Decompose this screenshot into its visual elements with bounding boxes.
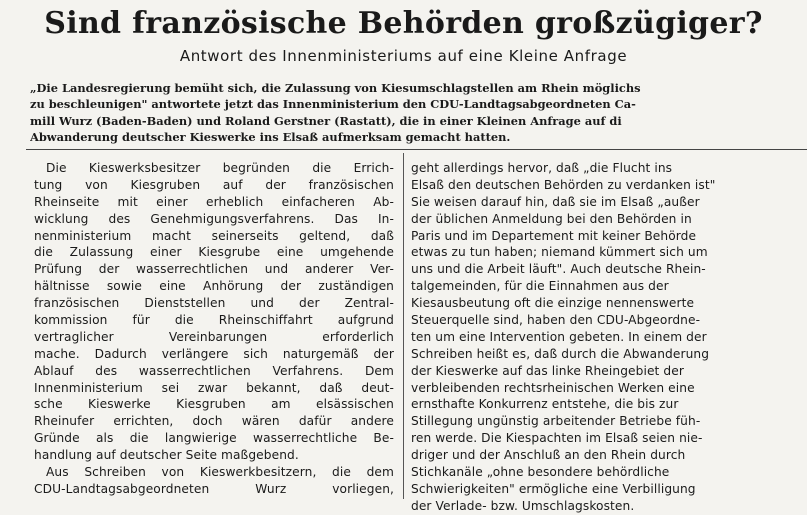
- text-line: ren werde. Die Kiespachten im Elsaß seien nie-: [411, 431, 703, 446]
- text-line: kommission für die Rheinschiffahrt aufgrund: [34, 313, 394, 328]
- article-headline: Sind französische Behörden großzügiger?: [44, 6, 763, 41]
- text-line: nenministerium macht seinerseits geltend, daß: [34, 228, 394, 243]
- text-line: Schreiben heißt es, daß durch die Abwanderung: [411, 346, 710, 361]
- lead-line: „Die Landesregierung bemüht sich, die Zulassung von Kiesumschlagstellen am Rhein möglichs: [30, 81, 641, 95]
- text-line: Elsaß den deutschen Behörden zu verdanken ist": [411, 177, 716, 192]
- text-line: mache. Dadurch verlängere sich naturgemäß der: [34, 346, 394, 361]
- text-line: der üblichen Anmeldung bei den Behörden in: [411, 211, 692, 226]
- text-line: Stichkanäle „ohne besondere behördliche: [411, 465, 670, 480]
- text-line: der Verlade- bzw. Umschlagskosten.: [411, 498, 635, 513]
- text-line: tung von Kiesgruben auf der französischen: [34, 177, 394, 192]
- text-line: uns und die Arbeit läuft". Auch deutsche Rhein-: [411, 262, 706, 277]
- lead-line: mill Wurz (Baden-Baden) und Roland Gerstner (Rastatt), die in einer Kleinen Anfrage auf di: [30, 113, 622, 128]
- text-line: etwas zu tun haben; niemand kümmert sich um: [411, 245, 708, 260]
- text-line: talgemeinden, für die Einnahmen aus der: [411, 279, 669, 294]
- text-line: Stillegung ungünstig arbeitender Betriebe füh-: [411, 414, 701, 429]
- text-line: ten um eine Intervention gebeten. In einem der: [411, 329, 707, 344]
- column-divider: [403, 153, 404, 499]
- text-line: handlung auf deutscher Seite maßgebend.: [34, 448, 299, 463]
- text-line: französischen Dienststellen und der Zentral-: [34, 296, 394, 311]
- left-column: [34, 160, 394, 498]
- text-line: hältnisse sowie eine Anhörung der zuständigen: [34, 279, 394, 294]
- text-line: Prüfung der wasserrechtlichen und anderer Ver-: [34, 262, 394, 277]
- text-line: Rheinufer errichten, doch wären dafür andere: [34, 414, 394, 429]
- text-line: Kiesausbeutung oft die einzige nennenswerte: [411, 296, 695, 311]
- text-line: Schwierigkeiten" ermögliche eine Verbilligung: [411, 481, 696, 496]
- text-line: Rheinseite mit einer erheblich einfacheren Ab-: [34, 194, 394, 209]
- text-line: verbleibenden rechtsrheinischen Werken eine: [411, 380, 695, 395]
- text-line: Sie weisen darauf hin, daß sie im Elsaß „außer: [411, 194, 700, 209]
- text-line: ernsthafte Konkurrenz entstehe, die bis zur: [411, 397, 679, 412]
- text-line: sche Kieswerke Kiesgruben am elsässischen: [34, 397, 394, 412]
- text-line: der Kieswerke auf das linke Rheingebiet der: [411, 363, 684, 378]
- text-line: Ablauf des wasserrechtlichen Verfahrens. Dem: [34, 363, 394, 378]
- text-line: CDU-Landtagsabgeordneten Wurz vorliegen,: [34, 481, 394, 496]
- lead-line: Abwanderung deutscher Kieswerke ins Elsaß aufmerksam gemacht hatten.: [30, 129, 511, 144]
- text-line: driger und der Anschluß an den Rhein durch: [411, 448, 686, 463]
- text-line: Paris und im Departement mit keiner Behörde: [411, 228, 697, 243]
- text-line: vertraglicher Vereinbarungen erforderlich: [34, 329, 394, 344]
- text-line: wicklung des Genehmigungsverfahrens. Das In-: [34, 211, 394, 226]
- lead-line: zu beschleunigen" antwortete jetzt das Innenministerium den CDU-Landtagsabgeordneten Ca-: [30, 97, 636, 112]
- text-line: geht allerdings hervor, daß „die Flucht ins: [411, 161, 673, 175]
- text-line: Aus Schreiben von Kieswerkbesitzern, die dem: [46, 465, 394, 480]
- text-line: Gründe als die langwierige wasserrechtliche Be-: [34, 431, 394, 446]
- text-line: die Zulassung einer Kiesgrube eine umgehende: [34, 245, 394, 260]
- text-line: Steuerquelle sind, haben den CDU-Abgeordne-: [411, 313, 701, 328]
- text-line: Die Kieswerksbesitzer begründen die Errich-: [46, 161, 394, 175]
- text-line: Innenministerium sei zwar bekannt, daß deut-: [34, 380, 394, 395]
- article-subheadline: Antwort des Innenministeriums auf eine Kleine Anfrage: [179, 47, 628, 65]
- article-lead: [30, 80, 800, 145]
- lead-divider: [26, 149, 807, 150]
- right-column: [411, 160, 807, 515]
